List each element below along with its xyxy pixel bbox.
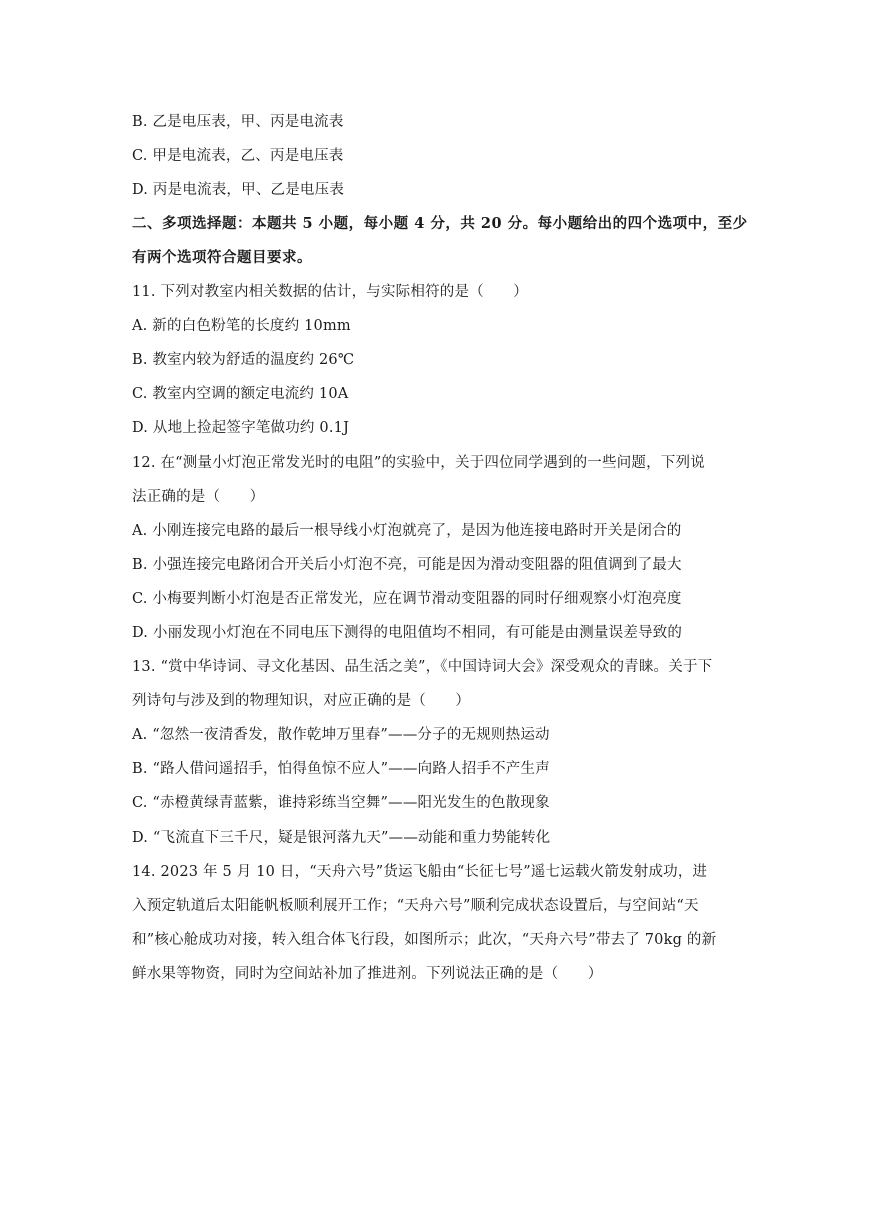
option-d-q13: D. “飞流直下三千尺，疑是银河落九天”——动能和重力势能转化 <box>132 830 551 846</box>
question-12-cont: 法正确的是（ ） <box>132 489 265 505</box>
section-heading: 二、多项选择题：本题共 5 小题，每小题 4 分，共 20 分。每小题给出的四个选项中，至少 <box>132 215 748 232</box>
section-heading-cont: 有两个选项符合题目要求。 <box>132 249 312 266</box>
option-b-q13: B. “路人借问遥招手，怕得鱼惊不应人”——向路人招手不产生声 <box>132 761 550 777</box>
option-d-q11: D. 从地上捡起签字笔做功约 0.1J <box>132 420 350 436</box>
option-c-q11: C. 教室内空调的额定电流约 10A <box>132 386 349 402</box>
option-b-q11: B. 教室内较为舒适的温度约 26℃ <box>132 352 355 368</box>
option-a-q11: A. 新的白色粉笔的长度约 10mm <box>132 318 351 334</box>
option-d-q10: D. 丙是电流表，甲、乙是电压表 <box>132 182 345 198</box>
question-11: 11. 下列对教室内相关数据的估计，与实际相符的是（ ） <box>132 284 528 300</box>
question-14-cont-3: 鲜水果等物资，同时为空间站补加了推进剂。下列说法正确的是（ ） <box>132 966 603 982</box>
option-c-q10: C. 甲是电流表，乙、丙是电压表 <box>132 148 344 164</box>
question-13-cont: 列诗句与涉及到的物理知识，对应正确的是（ ） <box>132 693 471 709</box>
question-12: 12. 在“测量小灯泡正常发光时的电阻”的实验中，关于四位同学遇到的一些问题，下列说 <box>132 455 705 471</box>
option-b-q12: B. 小强连接完电路闭合开关后小灯泡不亮，可能是因为滑动变阻器的阻值调到了最大 <box>132 557 682 573</box>
option-c-q13: C. “赤橙黄绿青蓝紫，谁持彩练当空舞”——阳光发生的色散现象 <box>132 795 550 811</box>
option-a-q13: A. “忽然一夜清香发，散作乾坤万里春”——分子的无规则热运动 <box>132 727 550 743</box>
question-14: 14. 2023 年 5 月 10 日，“天舟六号”货运飞船由“长征七号”遥七运载火箭发射成功，进 <box>132 864 708 880</box>
question-13: 13. “赏中华诗词、寻文化基因、品生活之美”，《中国诗词大会》深受观众的青睐。关于下 <box>132 659 713 675</box>
question-14-cont-1: 入预定轨道后太阳能帆板顺利展开工作；“天舟六号”顺利完成状态设置后，与空间站“天 <box>132 898 699 914</box>
option-d-q12: D. 小丽发现小灯泡在不同电压下测得的电阻值均不相同，有可能是由测量误差导致的 <box>132 625 683 641</box>
option-b-q10: B. 乙是电压表，甲、丙是电流表 <box>132 114 344 130</box>
option-c-q12: C. 小梅要判断小灯泡是否正常发光，应在调节滑动变阻器的同时仔细观察小灯泡亮度 <box>132 591 682 607</box>
option-a-q12: A. 小刚连接完电路的最后一根导线小灯泡就亮了，是因为他连接电路时开关是闭合的 <box>132 523 682 539</box>
question-14-cont-2: 和”核心舱成功对接，转入组合体飞行段，如图所示；此次，“天舟六号”带去了 70kg 的新 <box>132 932 717 948</box>
